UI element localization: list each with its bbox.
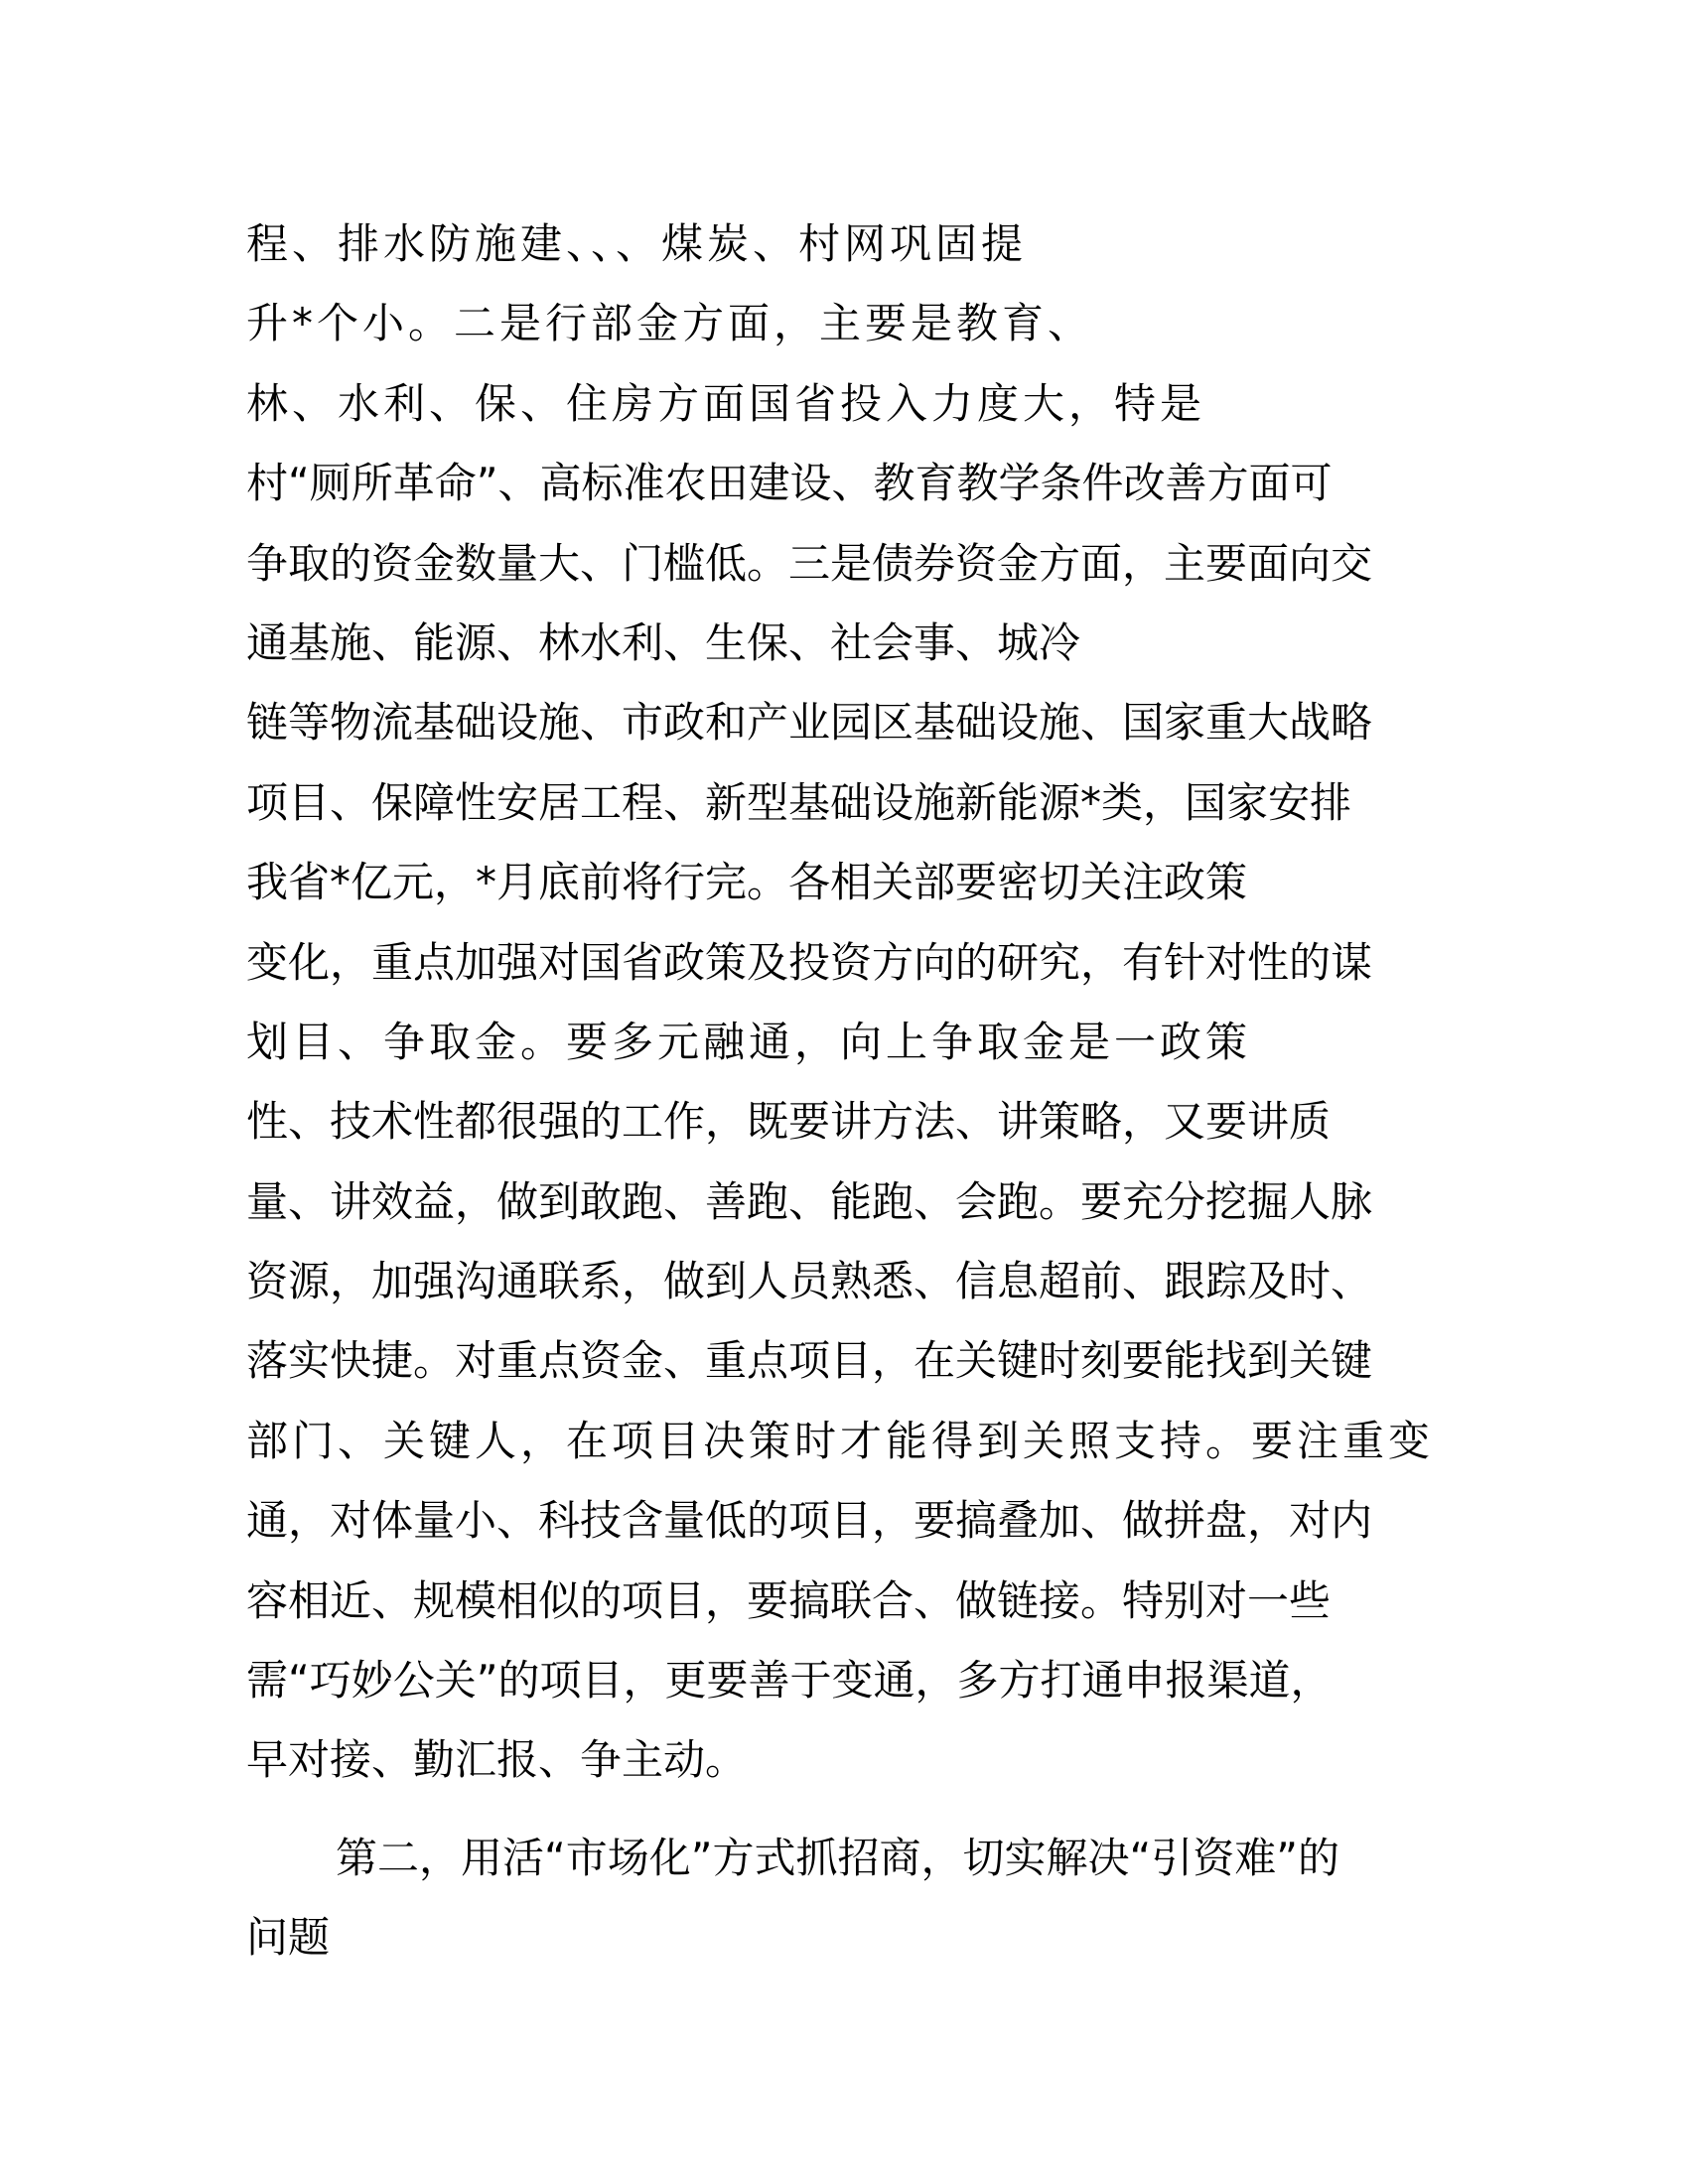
body-line-15: 落实快捷。对重点资金、重点项目，在关键时刻要能找到关键 bbox=[246, 1336, 1373, 1386]
section-heading-line-1: 第二，用活“市场化”方式抓招商，切实解决“引资难”的 bbox=[336, 1833, 1340, 1882]
body-line-18: 容相近、规模相似的项目，要搞联合、做链接。特别对一些 bbox=[246, 1575, 1332, 1625]
body-line-9: 我省*亿元，*月底前将行完。各相关部要密切关注政策 bbox=[246, 858, 1248, 907]
body-line-14: 资源，加强沟通联系，做到人员熟悉、信息超前、跟踪及时、 bbox=[246, 1257, 1373, 1306]
body-line-19: 需“巧妙公关”的项目，更要善于变通，多方打通申报渠道， bbox=[246, 1656, 1333, 1706]
section-heading-line-2: 问题 bbox=[246, 1913, 331, 1963]
body-line-7: 链等物流基础设施、市政和产业园区基础设施、国家重大战略 bbox=[246, 698, 1373, 748]
body-line-11: 划目、争取金。要多元融通，向上争取金是一政策 bbox=[246, 1017, 1252, 1066]
body-line-1: 程、排水防施建、、、煤炭、村网巩固提 bbox=[246, 219, 1028, 268]
body-line-12: 性、技术性都很强的工作，既要讲方法、讲策略，又要讲质 bbox=[246, 1097, 1332, 1147]
body-line-20: 早对接、勤汇报、争主动。 bbox=[246, 1735, 748, 1785]
document-body bbox=[246, 212, 1448, 1986]
body-line-2: 升*个小。二是行部金方面，主要是教育、 bbox=[246, 299, 1094, 348]
body-line-6: 通基施、能源、林水利、生保、社会事、城冷 bbox=[246, 617, 1081, 667]
body-line-8: 项目、保障性安居工程、新型基础设施新能源*类，国家安排 bbox=[246, 777, 1352, 827]
body-line-4: 村“厕所革命”、高标准农田建设、教育教学条件改善方面可 bbox=[246, 459, 1333, 508]
body-line-10: 变化，重点加强对国省政策及投资方向的研究，有针对性的谋 bbox=[246, 937, 1373, 987]
body-line-16: 部门、关键人，在项目决策时才能得到关照支持。要注重变 bbox=[246, 1416, 1435, 1465]
body-line-3: 林、水利、保、住房方面国省投入力度大，特是 bbox=[246, 378, 1206, 428]
body-line-17: 通，对体量小、科技含量低的项目，要搞叠加、做拼盘，对内 bbox=[246, 1496, 1373, 1546]
paragraph-gap bbox=[246, 1809, 1448, 1827]
body-line-5: 争取的资金数量大、门槛低。三是债券资金方面，主要面向交 bbox=[246, 538, 1373, 588]
body-line-13: 量、讲效益，做到敢跑、善跑、能跑、会跑。要充分挖掘人脉 bbox=[246, 1176, 1373, 1226]
